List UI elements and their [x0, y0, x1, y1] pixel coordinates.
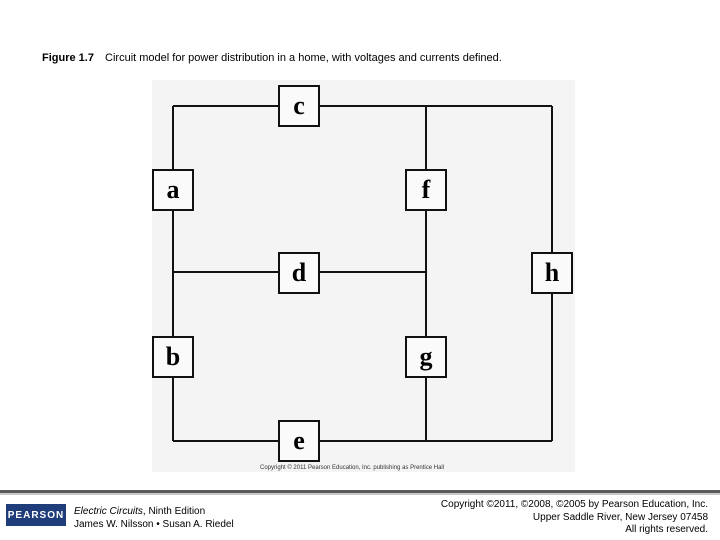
book-info [74, 505, 234, 531]
figure-number: Figure 1.7 [42, 52, 94, 64]
node-d: d [278, 252, 320, 294]
copyright-line: Copyright ©2011, ©2008, ©2005 by Pearson Education, Inc. [440, 499, 708, 510]
book-edition: , Ninth Edition [142, 506, 206, 517]
node-g: g [405, 336, 447, 378]
node-a: a [152, 169, 194, 211]
figure-caption-text: Circuit model for power distribution in a home, with voltages and currents defined. [105, 52, 502, 64]
book-authors: James W. Nilsson • Susan A. Riedel [74, 519, 234, 530]
book-title: Electric Circuits [74, 506, 143, 517]
figure-credit: Copyright © 2011 Pearson Education, Inc. publishing as Prentice Hall [260, 465, 445, 471]
node-c: c [278, 85, 320, 127]
publisher-address: Upper Saddle River, New Jersey 07458 [532, 511, 708, 523]
footer-divider-accent [0, 493, 720, 495]
copyright-notice [441, 499, 708, 537]
node-h: h [531, 252, 573, 294]
book-title-line [74, 505, 234, 518]
node-f: f [405, 169, 447, 211]
publisher-logo [6, 504, 66, 526]
publisher-logo-text: PEARSON [7, 509, 65, 521]
node-b: b [152, 336, 194, 378]
node-e: e [278, 420, 320, 462]
rights-reserved: All rights reserved. [625, 524, 708, 535]
